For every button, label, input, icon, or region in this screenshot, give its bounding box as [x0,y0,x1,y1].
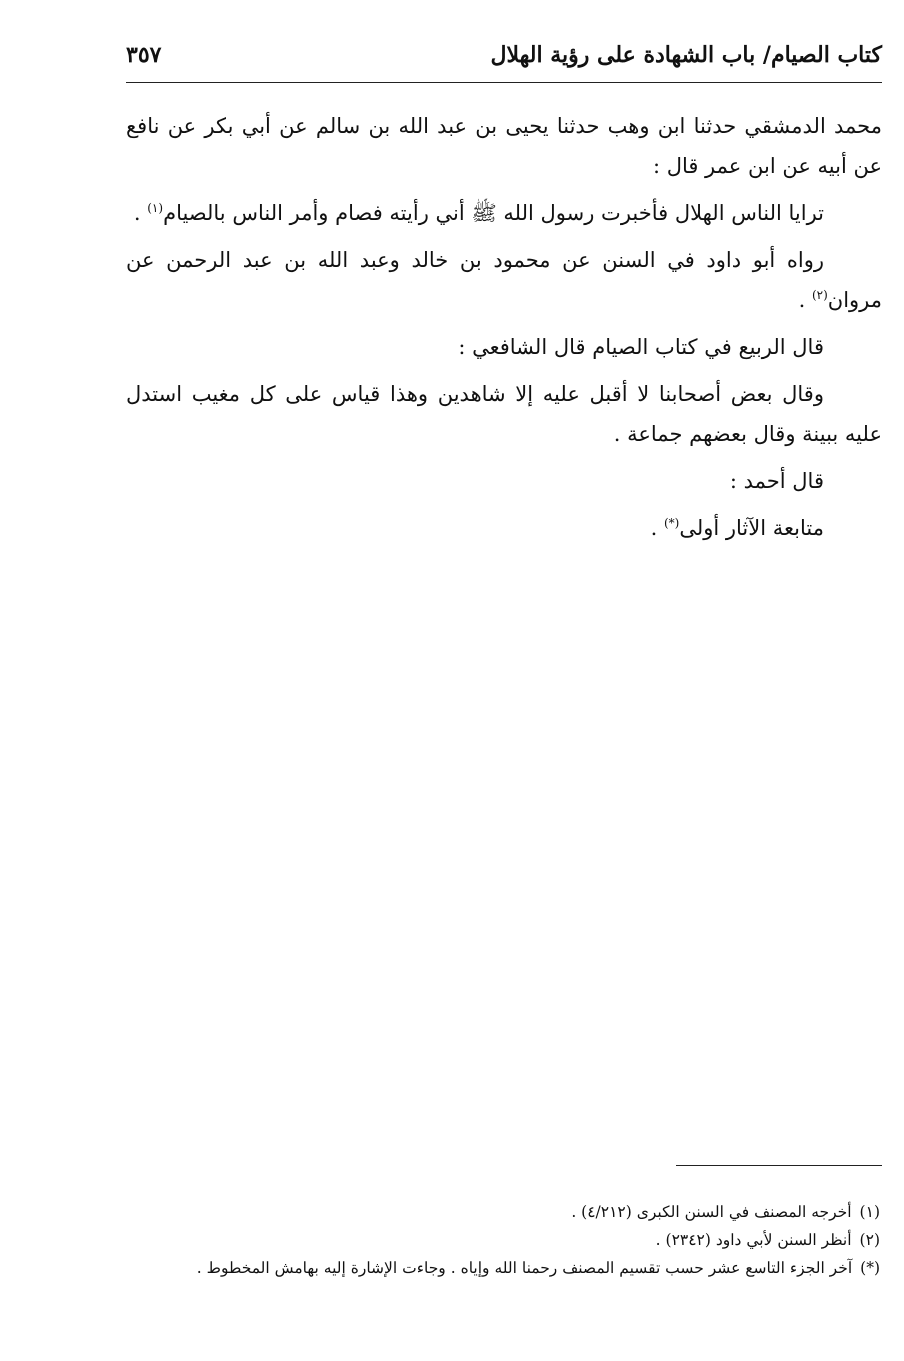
footnote-mark: (*) [860,1259,880,1277]
chapter-title: كتاب الصيام/ باب الشهادة على رؤية الهلال [490,42,882,68]
paragraph-isnad [126,106,882,186]
footnote-ref[interactable]: (١) [147,201,164,215]
paragraph-text: قال الربيع في كتاب الصيام قال الشافعي : [458,335,824,359]
footnotes [100,1198,880,1282]
paragraph-text: متابعة الآثار أولى [679,516,824,540]
paragraph-text: رواه أبو داود في السنن عن محمود بن خالد وعبد الله بن عبد الرحمن عن مروان [126,248,882,312]
paragraph-riwaya: رواه أبو داود في السنن عن محمود بن خالد وعبد الله بن عبد الرحمن عن مروان$^{(٢)}$ . [126,248,882,312]
header-divider [126,82,882,83]
running-header [126,42,882,78]
footnote-ref[interactable]: (٢) [811,288,828,302]
paragraph-rabi [126,327,882,367]
paragraph-conclusion: متابعة الآثار أولى(*) . [650,516,824,540]
paragraph-shafii-quote [126,374,882,454]
footnote-item [100,1254,880,1282]
footnote-item [100,1198,880,1226]
footnote-mark: (٢) [859,1231,880,1249]
footnote-text: آخر الجزء التاسع عشر حسب تقسيم المصنف رحمنا الله وإياه . وجاءت الإشارة إليه بهامش المخطوط . [196,1259,853,1277]
paragraph-text: وقال بعض أصحابنا لا أقبل عليه إلا شاهدين وهذا قياس على كل مغيب استدل عليه ببينة وقال بعضهم جماعة . [126,382,882,446]
page-number: ٣٥٧ [126,42,162,68]
footnote-mark: (١) [859,1203,880,1221]
main-text [126,106,882,555]
footnote-text: أخرجه المصنف في السنن الكبرى (٤/٢١٢) . [571,1203,852,1221]
paragraph-text: ترايا الناس الهلال فأخبرت رسول الله ﷺ أني رأيته فصام وأمر الناس بالصيام [163,201,824,225]
paragraph-ahmad [126,461,882,501]
paragraph-text: قال أحمد : [729,469,824,493]
paragraph-hadith: ترايا الناس الهلال فأخبرت رسول الله ﷺ أني رأيته فصام وأمر الناس بالصيام$^{(١)}$ . [133,201,824,225]
paragraph-text: محمد الدمشقي حدثنا ابن وهب حدثنا يحيى بن عبد الله بن سالم عن أبي بكر عن نافع عن أبيه عن ابن عمر قال : [126,114,882,178]
footnote-text: أنظر السنن لأبي داود (٢٣٤٢) . [655,1231,852,1249]
footnote-ref[interactable]: (*) [663,516,680,530]
footnote-divider [676,1165,882,1166]
footnote-item [100,1226,880,1254]
